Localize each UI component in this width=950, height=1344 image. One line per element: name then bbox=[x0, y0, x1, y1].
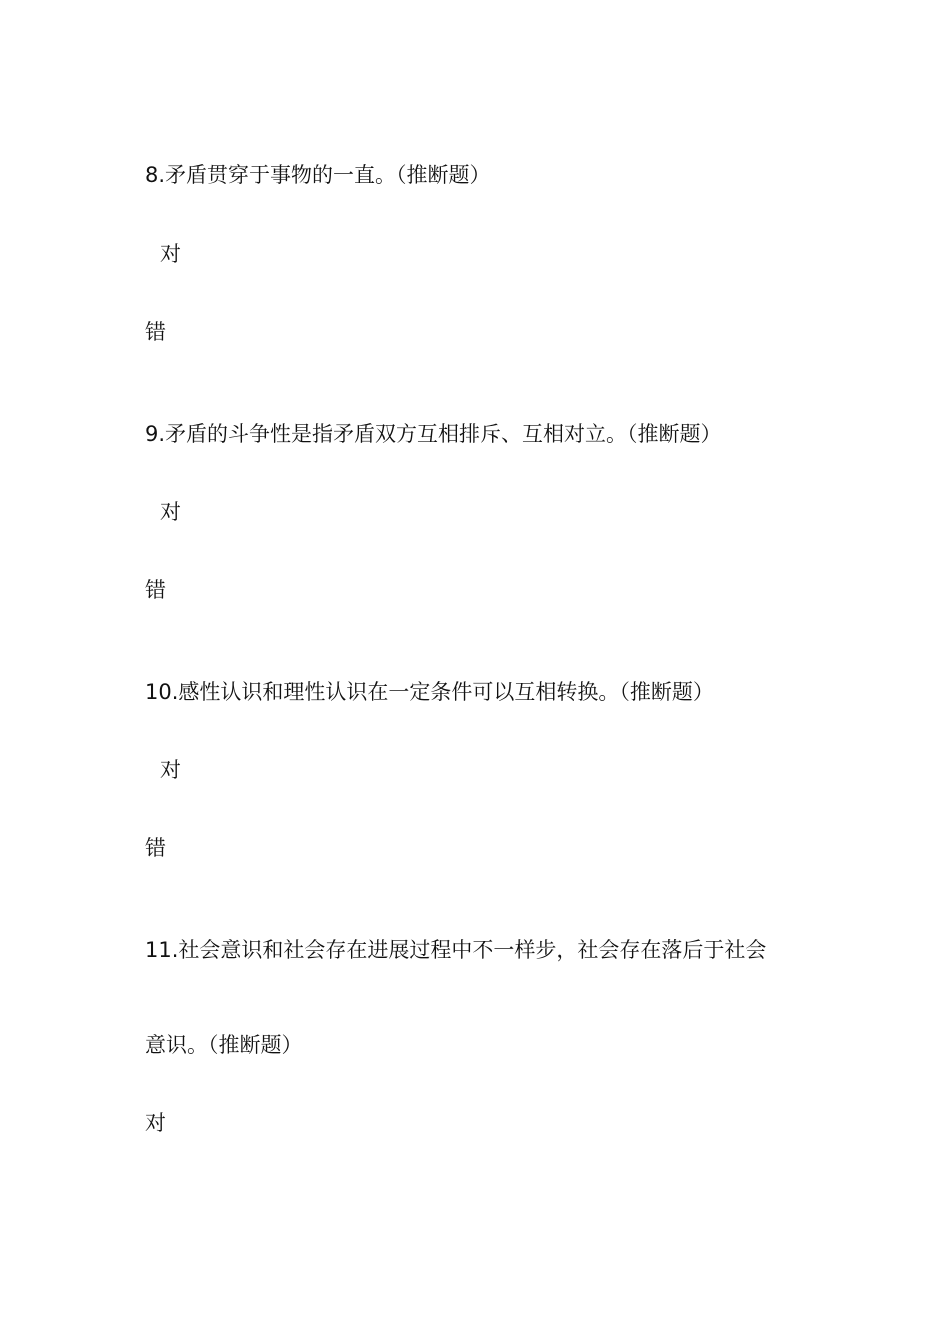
question-10-text: 10.感性认识和理性认识在一定条件可以互相转换。（推断题） bbox=[145, 680, 714, 704]
question-8-option-true[interactable]: 对 bbox=[160, 242, 181, 266]
question-9-option-false[interactable]: 错 bbox=[145, 578, 166, 602]
question-10-option-true[interactable]: 对 bbox=[160, 758, 181, 782]
question-9-text: 9.矛盾的斗争性是指矛盾双方互相排斥、互相对立。（推断题） bbox=[145, 422, 722, 446]
question-8-text: 8.矛盾贯穿于事物的一直。（推断题） bbox=[145, 163, 491, 187]
question-11-option-true[interactable]: 对 bbox=[145, 1111, 166, 1135]
question-11-text-line1: 11.社会意识和社会存在进展过程中不一样步，社会存在落后于社会 bbox=[145, 938, 767, 962]
question-8-option-false[interactable]: 错 bbox=[145, 320, 166, 344]
question-10-option-false[interactable]: 错 bbox=[145, 836, 166, 860]
question-11-text-line2: 意识。（推断题） bbox=[145, 1033, 303, 1057]
question-9-option-true[interactable]: 对 bbox=[160, 500, 181, 524]
